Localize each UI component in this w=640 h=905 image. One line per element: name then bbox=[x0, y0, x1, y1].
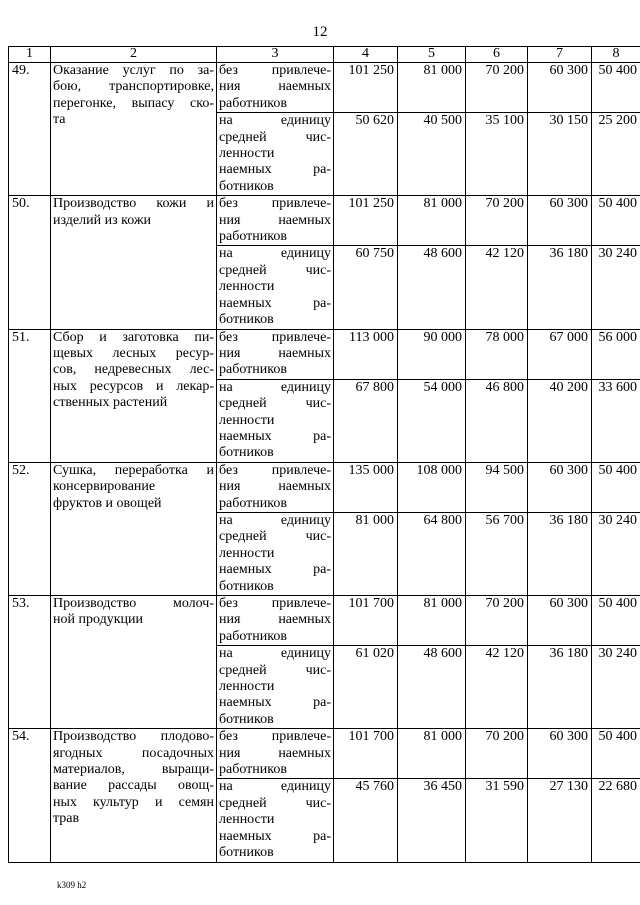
value-cell: 40 200 bbox=[528, 379, 592, 462]
unit-label-line: средней чис- bbox=[219, 529, 331, 545]
row-number: 49. bbox=[9, 63, 51, 196]
unit-cell-without bbox=[217, 596, 334, 646]
activity-name bbox=[51, 462, 217, 595]
value-cell: 81 000 bbox=[398, 196, 466, 246]
value-cell: 30 240 bbox=[592, 512, 640, 595]
unit-label-line: без привлече- bbox=[219, 196, 331, 212]
unit-label-line: на единицу bbox=[219, 512, 331, 528]
header-col-5: 5 bbox=[398, 47, 466, 63]
unit-cell-per_unit bbox=[217, 113, 334, 196]
value-cell: 30 240 bbox=[592, 246, 640, 329]
value-cell: 61 020 bbox=[334, 646, 398, 729]
activity-name-line: ной продукции bbox=[53, 612, 143, 628]
unit-label-line: без привлече- bbox=[219, 596, 331, 611]
unit-label-line: наемных ра- bbox=[219, 562, 331, 578]
value-cell: 101 700 bbox=[334, 596, 398, 646]
value-cell: 36 180 bbox=[528, 646, 592, 729]
header-col-4: 4 bbox=[334, 47, 398, 63]
value-cell: 78 000 bbox=[466, 329, 528, 379]
header-col-2: 2 bbox=[51, 47, 217, 63]
table-row-without-employees bbox=[9, 596, 640, 646]
header-row bbox=[9, 47, 640, 63]
unit-label-line: ботников bbox=[219, 711, 274, 727]
value-cell: 40 500 bbox=[398, 113, 466, 196]
unit-label-line: ботников bbox=[219, 178, 274, 194]
value-cell: 60 750 bbox=[334, 246, 398, 329]
unit-label-line: средней чис- bbox=[219, 662, 331, 678]
value-cell: 60 300 bbox=[528, 729, 592, 779]
unit-label-line: на единицу bbox=[219, 779, 331, 795]
activity-name bbox=[51, 596, 217, 729]
table-row-without-employees bbox=[9, 196, 640, 246]
activity-name bbox=[51, 729, 217, 862]
value-cell: 30 150 bbox=[528, 113, 592, 196]
value-cell: 50 400 bbox=[592, 729, 640, 779]
unit-label-line: на единицу bbox=[219, 379, 331, 395]
value-cell: 42 120 bbox=[466, 246, 528, 329]
activity-name-line: ственных растений bbox=[53, 395, 168, 411]
unit-label-line: наемных ра- bbox=[219, 295, 331, 311]
table-row-without-employees bbox=[9, 729, 640, 779]
value-cell: 70 200 bbox=[466, 729, 528, 779]
page-number: 12 bbox=[312, 24, 328, 40]
value-cell: 22 680 bbox=[592, 779, 640, 862]
row-number: 51. bbox=[9, 329, 51, 462]
footer-code: k309 h2 bbox=[57, 880, 87, 890]
unit-cell-per_unit bbox=[217, 779, 334, 862]
row-number: 54. bbox=[9, 729, 51, 862]
value-cell: 60 300 bbox=[528, 196, 592, 246]
unit-label-line: ленности bbox=[219, 679, 275, 695]
value-cell: 64 800 bbox=[398, 512, 466, 595]
activity-name-line: Производство молоч- bbox=[53, 596, 214, 611]
activity-name-line: вание рассады овощ- bbox=[53, 778, 214, 794]
table-row-without-employees bbox=[9, 462, 640, 512]
unit-label-line: на единицу bbox=[219, 246, 331, 262]
unit-label-line: ботников bbox=[219, 312, 274, 328]
unit-label-line: ленности bbox=[219, 412, 275, 428]
unit-label-line: наемных ра- bbox=[219, 828, 331, 844]
unit-label-line: без привлече- bbox=[219, 729, 331, 745]
value-cell: 135 000 bbox=[334, 462, 398, 512]
table-row-without-employees bbox=[9, 329, 640, 379]
activity-name bbox=[51, 329, 217, 462]
header-col-1: 1 bbox=[9, 47, 51, 63]
activity-name-line: та bbox=[53, 112, 66, 128]
unit-label-line: без привлече- bbox=[219, 63, 331, 78]
value-cell: 50 400 bbox=[592, 63, 640, 113]
value-cell: 56 000 bbox=[592, 329, 640, 379]
unit-label-line: ния наемных bbox=[219, 79, 331, 95]
unit-label-line: ния наемных bbox=[219, 612, 331, 628]
unit-label-line: ботников bbox=[219, 578, 274, 594]
value-cell: 46 800 bbox=[466, 379, 528, 462]
value-cell: 33 600 bbox=[592, 379, 640, 462]
value-cell: 56 700 bbox=[466, 512, 528, 595]
unit-label-line: без привлече- bbox=[219, 462, 331, 478]
unit-label-line: работников bbox=[219, 95, 287, 111]
value-cell: 70 200 bbox=[466, 63, 528, 113]
unit-cell-without bbox=[217, 462, 334, 512]
value-cell: 36 180 bbox=[528, 246, 592, 329]
header-col-8: 8 bbox=[592, 47, 640, 63]
value-cell: 36 450 bbox=[398, 779, 466, 862]
header-col-6: 6 bbox=[466, 47, 528, 63]
value-cell: 31 590 bbox=[466, 779, 528, 862]
unit-label-line: работников bbox=[219, 229, 287, 245]
table-row-without-employees bbox=[9, 63, 640, 113]
activity-name-line: бою, транспортировке, bbox=[53, 79, 214, 95]
activity-name-line: Производство кожи и bbox=[53, 196, 214, 212]
value-cell: 108 000 bbox=[398, 462, 466, 512]
value-cell: 35 100 bbox=[466, 113, 528, 196]
unit-label-line: средней чис- bbox=[219, 396, 331, 412]
unit-label-line: на единицу bbox=[219, 646, 331, 662]
unit-cell-per_unit bbox=[217, 512, 334, 595]
activity-name bbox=[51, 196, 217, 329]
value-cell: 54 000 bbox=[398, 379, 466, 462]
activity-name-line: консервирование bbox=[53, 479, 156, 495]
activity-name-line: щевых лесных ресур- bbox=[53, 345, 214, 361]
value-cell: 36 180 bbox=[528, 512, 592, 595]
unit-label-line: ленности bbox=[219, 279, 275, 295]
activity-name-line: перегонке, выпасу ско- bbox=[53, 95, 214, 111]
value-cell: 81 000 bbox=[398, 596, 466, 646]
value-cell: 48 600 bbox=[398, 646, 466, 729]
value-cell: 60 300 bbox=[528, 596, 592, 646]
value-cell: 50 400 bbox=[592, 462, 640, 512]
unit-label-line: средней чис- bbox=[219, 129, 331, 145]
activity-name-line: ных ресурсов и лекар- bbox=[53, 378, 214, 394]
unit-label-line: наемных ра- bbox=[219, 428, 331, 444]
unit-label-line: средней чис- bbox=[219, 262, 331, 278]
unit-label-line: ния наемных bbox=[219, 345, 331, 361]
unit-label-line: ния наемных bbox=[219, 745, 331, 761]
activity-name-line: ных культур и семян bbox=[53, 794, 214, 810]
value-cell: 27 130 bbox=[528, 779, 592, 862]
header-col-7: 7 bbox=[528, 47, 592, 63]
unit-cell-per_unit bbox=[217, 646, 334, 729]
value-cell: 81 000 bbox=[398, 729, 466, 779]
value-cell: 30 240 bbox=[592, 646, 640, 729]
activity-name-line: Производство плодово- bbox=[53, 729, 214, 745]
unit-label-line: работников bbox=[219, 762, 287, 778]
unit-label-line: на единицу bbox=[219, 113, 331, 129]
activity-name-line: сов, недревесных лес- bbox=[53, 362, 214, 378]
unit-label-line: ния наемных bbox=[219, 212, 331, 228]
value-cell: 50 620 bbox=[334, 113, 398, 196]
unit-label-line: ботников bbox=[219, 445, 274, 461]
value-cell: 113 000 bbox=[334, 329, 398, 379]
activity-name-line: ягодных посадочных bbox=[53, 745, 214, 761]
unit-cell-per_unit bbox=[217, 379, 334, 462]
unit-label-line: наемных ра- bbox=[219, 695, 331, 711]
activity-name-line: изделий из кожи bbox=[53, 212, 152, 228]
value-cell: 67 000 bbox=[528, 329, 592, 379]
header-col-3: 3 bbox=[217, 47, 334, 63]
unit-cell-without bbox=[217, 63, 334, 113]
unit-label-line: средней чис- bbox=[219, 795, 331, 811]
unit-label-line: ния наемных bbox=[219, 479, 331, 495]
unit-label-line: ленности bbox=[219, 545, 275, 561]
value-cell: 70 200 bbox=[466, 196, 528, 246]
unit-cell-per_unit bbox=[217, 246, 334, 329]
unit-label-line: ленности bbox=[219, 812, 275, 828]
row-number: 53. bbox=[9, 596, 51, 729]
row-number: 52. bbox=[9, 462, 51, 595]
value-cell: 81 000 bbox=[398, 63, 466, 113]
value-cell: 48 600 bbox=[398, 246, 466, 329]
value-cell: 50 400 bbox=[592, 196, 640, 246]
activity-name-line: Оказание услуг по за- bbox=[53, 63, 214, 78]
value-cell: 94 500 bbox=[466, 462, 528, 512]
unit-cell-without bbox=[217, 729, 334, 779]
unit-label-line: работников bbox=[219, 628, 287, 644]
activity-name-line: Сушка, переработка и bbox=[53, 462, 214, 478]
value-cell: 101 250 bbox=[334, 63, 398, 113]
unit-label-line: ботников bbox=[219, 845, 274, 861]
activity-name-line: фруктов и овощей bbox=[53, 495, 162, 511]
value-cell: 70 200 bbox=[466, 596, 528, 646]
unit-cell-without bbox=[217, 196, 334, 246]
value-cell: 101 700 bbox=[334, 729, 398, 779]
unit-label-line: без привлече- bbox=[219, 329, 331, 345]
value-cell: 42 120 bbox=[466, 646, 528, 729]
value-cell: 101 250 bbox=[334, 196, 398, 246]
value-cell: 45 760 bbox=[334, 779, 398, 862]
unit-label-line: работников bbox=[219, 362, 287, 378]
unit-cell-without bbox=[217, 329, 334, 379]
unit-label-line: работников bbox=[219, 495, 287, 511]
unit-label-line: наемных ра- bbox=[219, 162, 331, 178]
activity-name-line: материалов, выращи- bbox=[53, 762, 214, 778]
tariff-table bbox=[8, 46, 640, 863]
activity-name bbox=[51, 63, 217, 196]
value-cell: 25 200 bbox=[592, 113, 640, 196]
unit-label-line: ленности bbox=[219, 146, 275, 162]
activity-name-line: Сбор и заготовка пи- bbox=[53, 329, 214, 345]
value-cell: 90 000 bbox=[398, 329, 466, 379]
value-cell: 60 300 bbox=[528, 462, 592, 512]
value-cell: 50 400 bbox=[592, 596, 640, 646]
value-cell: 81 000 bbox=[334, 512, 398, 595]
value-cell: 67 800 bbox=[334, 379, 398, 462]
row-number: 50. bbox=[9, 196, 51, 329]
activity-name-line: трав bbox=[53, 811, 80, 827]
value-cell: 60 300 bbox=[528, 63, 592, 113]
